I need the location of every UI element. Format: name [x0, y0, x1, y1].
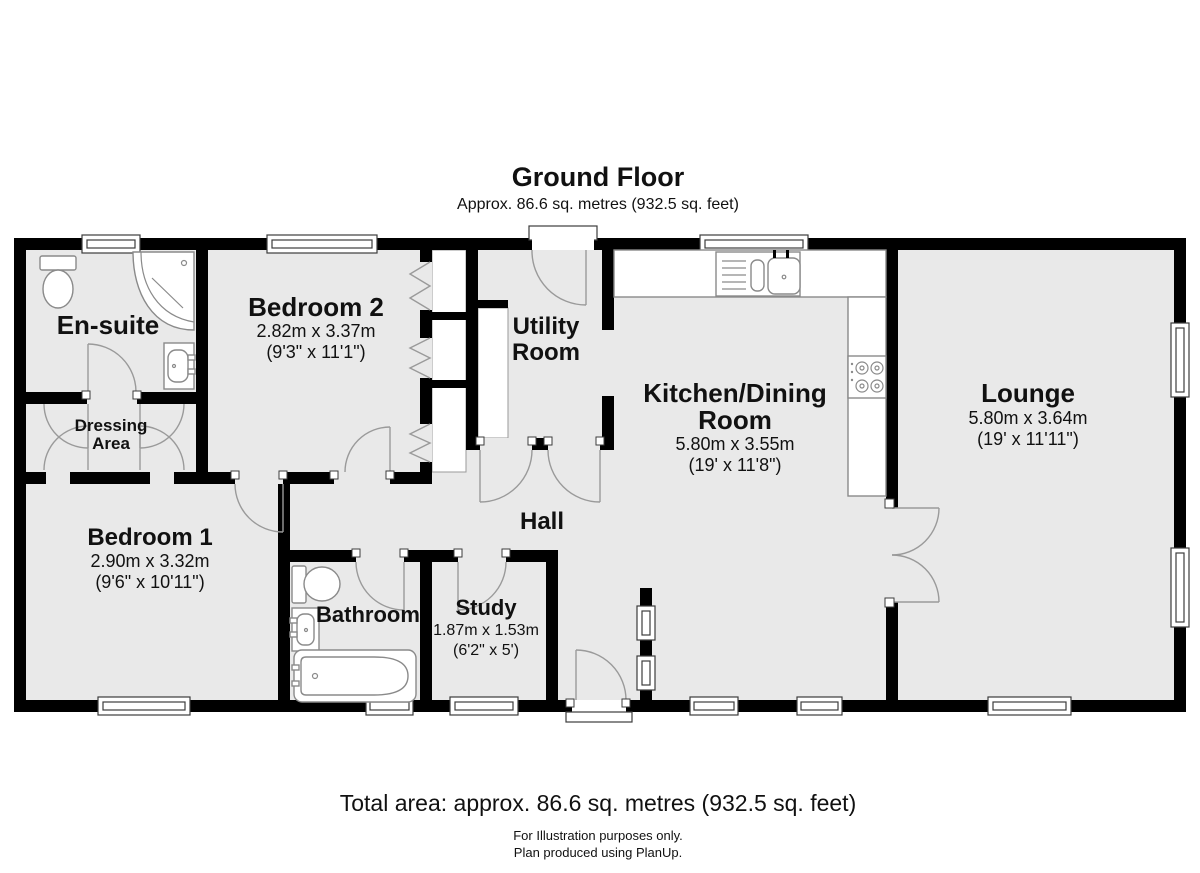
- kitchen-sink-small: [751, 260, 764, 291]
- room-label-study: Study: [455, 595, 517, 620]
- toilet-ensuite: [40, 256, 76, 308]
- room-label-lounge: Lounge: [981, 378, 1075, 408]
- window-bedroom1: [98, 697, 190, 715]
- tap-icon: [773, 250, 776, 258]
- room-label-bedroom2: Bedroom 2: [248, 292, 384, 322]
- room-label-utility-line1: Utility: [512, 313, 580, 340]
- window-lounge-right-1: [1171, 323, 1189, 397]
- wall-kitchen-lounge-lower: [886, 602, 898, 700]
- wall-utility-left: [466, 250, 478, 450]
- page-subtitle: Approx. 86.6 sq. metres (932.5 sq. feet): [457, 196, 739, 213]
- room-dims-study-metric: 1.87m x 1.53m: [433, 622, 539, 639]
- room-label-kitchen-line1: Kitchen/Dining: [643, 378, 827, 408]
- window-lounge-bottom: [988, 697, 1071, 715]
- wall-bath-study-divider: [420, 550, 432, 700]
- wall-kitchen-lounge-upper: [886, 250, 898, 508]
- window-dining-2: [797, 697, 842, 715]
- window-bedroom2: [267, 235, 377, 253]
- window-ensuite: [82, 235, 140, 253]
- kitchen-counter-top: [614, 250, 886, 297]
- wall-bath-study-top: [278, 550, 558, 562]
- wall-bedroom1-right: [278, 484, 290, 700]
- room-dims-kitchen-imperial: (19' x 11'8"): [688, 455, 782, 475]
- room-dims-kitchen-metric: 5.80m x 3.55m: [675, 434, 795, 454]
- room-dims-bedroom2-imperial: (9'3" x 11'1"): [266, 342, 366, 362]
- room-dims-lounge-metric: 5.80m x 3.64m: [968, 408, 1088, 428]
- toilet-bathroom: [292, 566, 340, 603]
- wardrobe-interior: [432, 250, 466, 472]
- room-label-hall: Hall: [519, 508, 565, 535]
- wardrobe-divider: [432, 312, 466, 320]
- footer: [340, 790, 857, 860]
- sink-bathroom: [290, 608, 319, 651]
- wall-outer-top: [14, 238, 1186, 250]
- room-dims-bedroom2-metric: 2.82m x 3.37m: [256, 321, 376, 341]
- cupboard-top-cap: [478, 300, 508, 308]
- room-label-ensuite: En-suite: [56, 310, 160, 340]
- room-dims-bedroom1-imperial: (9'6" x 10'11"): [95, 572, 205, 592]
- window-study: [450, 697, 518, 715]
- cupboard-interior: [478, 308, 508, 438]
- total-area-text: Total area: approx. 86.6 sq. metres (932.5 sq. feet): [339, 790, 857, 816]
- room-label-bathroom: Bathroom: [316, 602, 420, 627]
- room-dims-lounge-imperial: (19' x 11'11"): [977, 429, 1079, 449]
- utility-door-canopy: [529, 226, 597, 240]
- room-dims-bedroom1-metric: 2.90m x 3.32m: [90, 551, 210, 571]
- bathtub: [292, 650, 416, 702]
- wall-ensuite-right: [196, 250, 208, 484]
- disclaimer-text: For Illustration purposes only.: [513, 828, 683, 843]
- room-dims-study-imperial: (6'2" x 5'): [452, 642, 520, 659]
- sink-ensuite: [164, 343, 195, 389]
- wall-outer-left: [14, 238, 26, 712]
- window-dining-1: [690, 697, 738, 715]
- kitchen-counter-side: [848, 297, 886, 496]
- wall-study-right: [546, 550, 558, 700]
- room-label-bedroom1: Bedroom 1: [87, 524, 213, 551]
- page-title: Ground Floor: [511, 162, 685, 192]
- entrance-threshold: [566, 712, 632, 722]
- room-label-utility-line2: Room: [512, 339, 580, 366]
- wall-kitchen-left-upper: [602, 250, 614, 330]
- wardrobe-divider: [432, 380, 466, 388]
- room-label-kitchen-line2: Room: [698, 405, 772, 435]
- credit-text: Plan produced using PlanUp.: [513, 845, 683, 860]
- wall-outer-right: [1174, 238, 1186, 712]
- room-label-dressing-line1: Dressing: [74, 416, 148, 435]
- tap-icon: [786, 250, 789, 258]
- window-lounge-right-2: [1171, 548, 1189, 627]
- room-label-dressing-line2: Area: [92, 434, 130, 453]
- kitchen-sink-main: [768, 258, 800, 294]
